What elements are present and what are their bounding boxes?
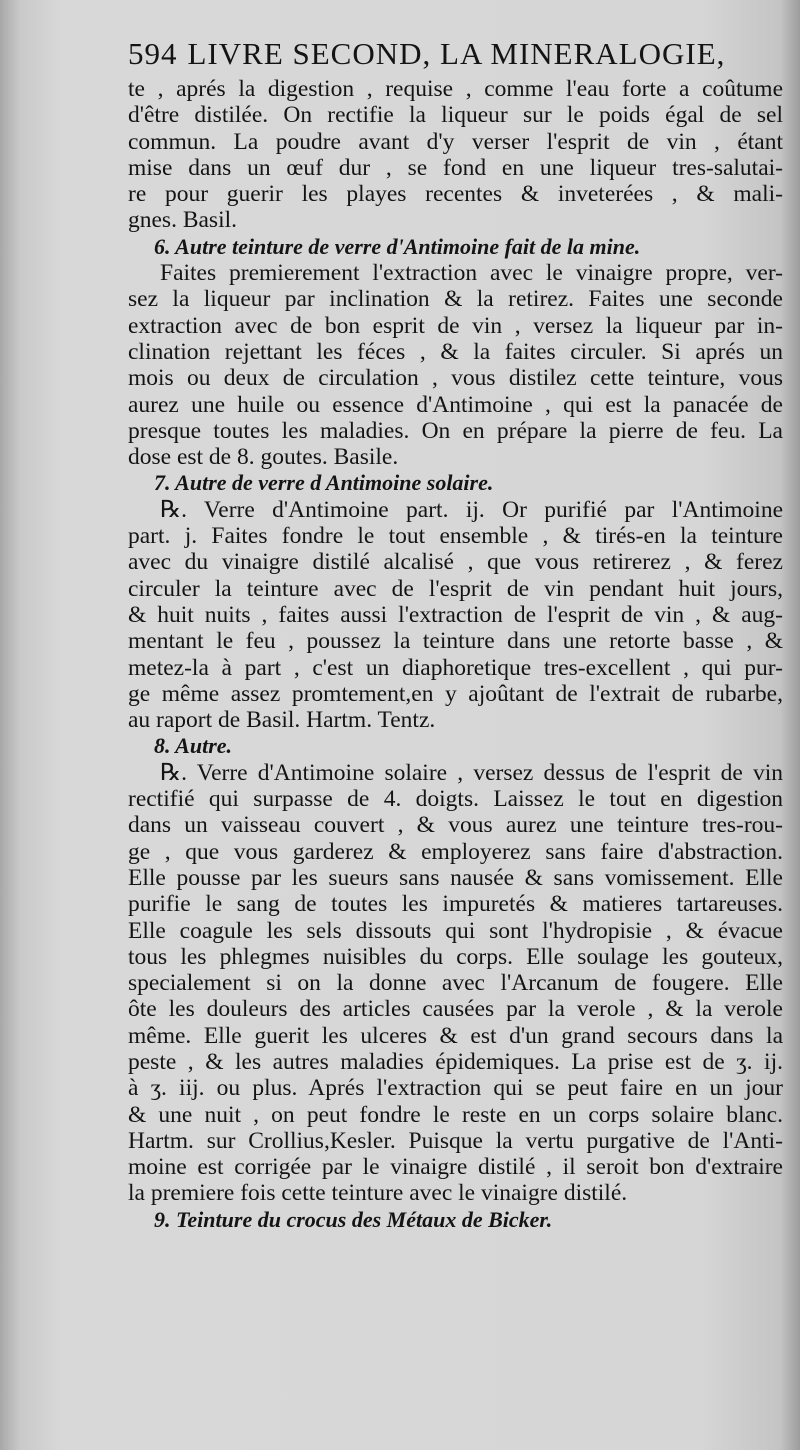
text-line: & une nuit , on peut fondre le reste en un corps solaire blanc. (128, 1101, 783, 1128)
text-line: ge , que vous garderez & employerez sans faire d'abstraction. (128, 838, 783, 865)
text-line: te , aprés la digestion , requise , comme l'eau forte a coûtume (128, 76, 783, 102)
text-line: specialement si on la donne avec l'Arcanum de fougere. Elle (128, 970, 783, 997)
text-line: moine est corrigée par le vinaigre distilé , il seroit bon d'extraire (128, 1154, 783, 1181)
text-line: mentant le feu , poussez la teinture dans une retorte basse , & (128, 628, 783, 655)
text-line: peste , & les autres maladies épidemiques. La prise est de ʒ. ij. (128, 1048, 783, 1075)
page-text-block (128, 32, 783, 1233)
text-line: Elle coagule les sels dissouts qui sont l'hydropisie , & évacue (128, 917, 783, 944)
page-number: 594 (128, 36, 178, 71)
running-title: LIVRE SECOND, LA MINERALOGIE, (187, 36, 726, 71)
text-line: la premiere fois cette teinture avec le vinaigre distilé. (128, 1180, 628, 1207)
text-line: au raport de Basil. Hartm. Tentz. (128, 707, 436, 734)
text-line: & huit nuits , faites aussi l'extraction de l'esprit de vin , & aug- (128, 601, 783, 628)
text-line: ôte les douleurs des articles causées par la verole , & la verole (128, 996, 783, 1023)
text-line: rectifié qui surpasse de 4. doigts. Laissez le tout en digestion (128, 786, 783, 813)
section-heading: 6. Autre teinture de verre d'Antimoine fait de la mine. (154, 233, 641, 259)
text-line: Hartm. sur Crollius,Kesler. Puisque la vertu purgative de l'Anti- (128, 1127, 783, 1154)
text-line: sez la liqueur par inclination & la retirez. Faites une seconde (128, 286, 783, 313)
section-heading: 7. Autre de verre d Antimoine solaire. (154, 470, 494, 496)
text-line: à ʒ. iij. ou plus. Aprés l'extraction qui se peut faire en un jour (128, 1075, 783, 1102)
text-line: ℞. Verre d'Antimoine part. ij. Or purifié par l'Antimoine (160, 496, 783, 523)
text-line: metez-la à part , c'est un diaphoretique tres-excellent , qui pur- (128, 654, 783, 681)
text-line: purifie le sang de toutes les impuretés & matieres tartareuses. (128, 891, 783, 918)
text-line: avec du vinaigre distilé alcalisé , que vous retirerez , & ferez (128, 549, 783, 576)
text-line: dans un vaisseau couvert , & vous aurez une teinture tres-rou- (128, 812, 783, 839)
text-line: Elle pousse par les sueurs sans nausée & sans vomissement. Elle (128, 864, 783, 891)
text-line: mise dans un œuf dur , se fond en une liqueur tres-salutai- (128, 154, 783, 181)
text-line: circuler la teinture avec de l'esprit de vin pendant huit jours, (128, 575, 783, 602)
text-line: presque toutes les maladies. On en prépare la pierre de feu. La (128, 417, 783, 444)
text-line: d'être distilée. On rectifie la liqueur sur le poids égal de sel (128, 102, 783, 129)
section-heading: 8. Autre. (154, 733, 233, 759)
text-line: aurez une huile ou essence d'Antimoine , qui est la panacée de (128, 391, 783, 418)
text-line: dose est de 8. goutes. Basile. (128, 444, 399, 471)
text-line: ge même assez promtement,en y ajoûtant de l'extrait de rubarbe, (128, 680, 783, 707)
text-line: commun. La poudre avant d'y verser l'esprit de vin , étant (128, 128, 783, 155)
text-line: extraction avec de bon esprit de vin , versez la liqueur par in- (128, 312, 783, 339)
text-line: mois ou deux de circulation , vous distilez cette teinture, vous (128, 365, 783, 392)
text-line: tous les phlegmes nuisibles du corps. Elle soulage les gouteux, (128, 943, 783, 970)
section-heading: 9. Teinture du crocus des Métaux de Bicker. (154, 1206, 553, 1232)
text-line: ℞. Verre d'Antimoine solaire , versez dessus de l'esprit de vin (160, 759, 783, 786)
body-text (128, 76, 783, 1233)
text-line: Faites premierement l'extraction avec le vinaigre propre, ver- (160, 260, 783, 287)
running-header (128, 32, 783, 76)
text-line: même. Elle guerit les ulceres & est d'un grand secours dans la (128, 1022, 783, 1049)
text-line: re pour guerir les playes recentes & inveterées , & mali- (128, 181, 783, 208)
text-line: part. j. Faites fondre le tout ensemble , & tirés-en la teinture (128, 523, 783, 550)
text-line: gnes. Basil. (128, 207, 238, 234)
text-line: clination rejettant les féces , & la faites circuler. Si aprés un (128, 338, 783, 365)
